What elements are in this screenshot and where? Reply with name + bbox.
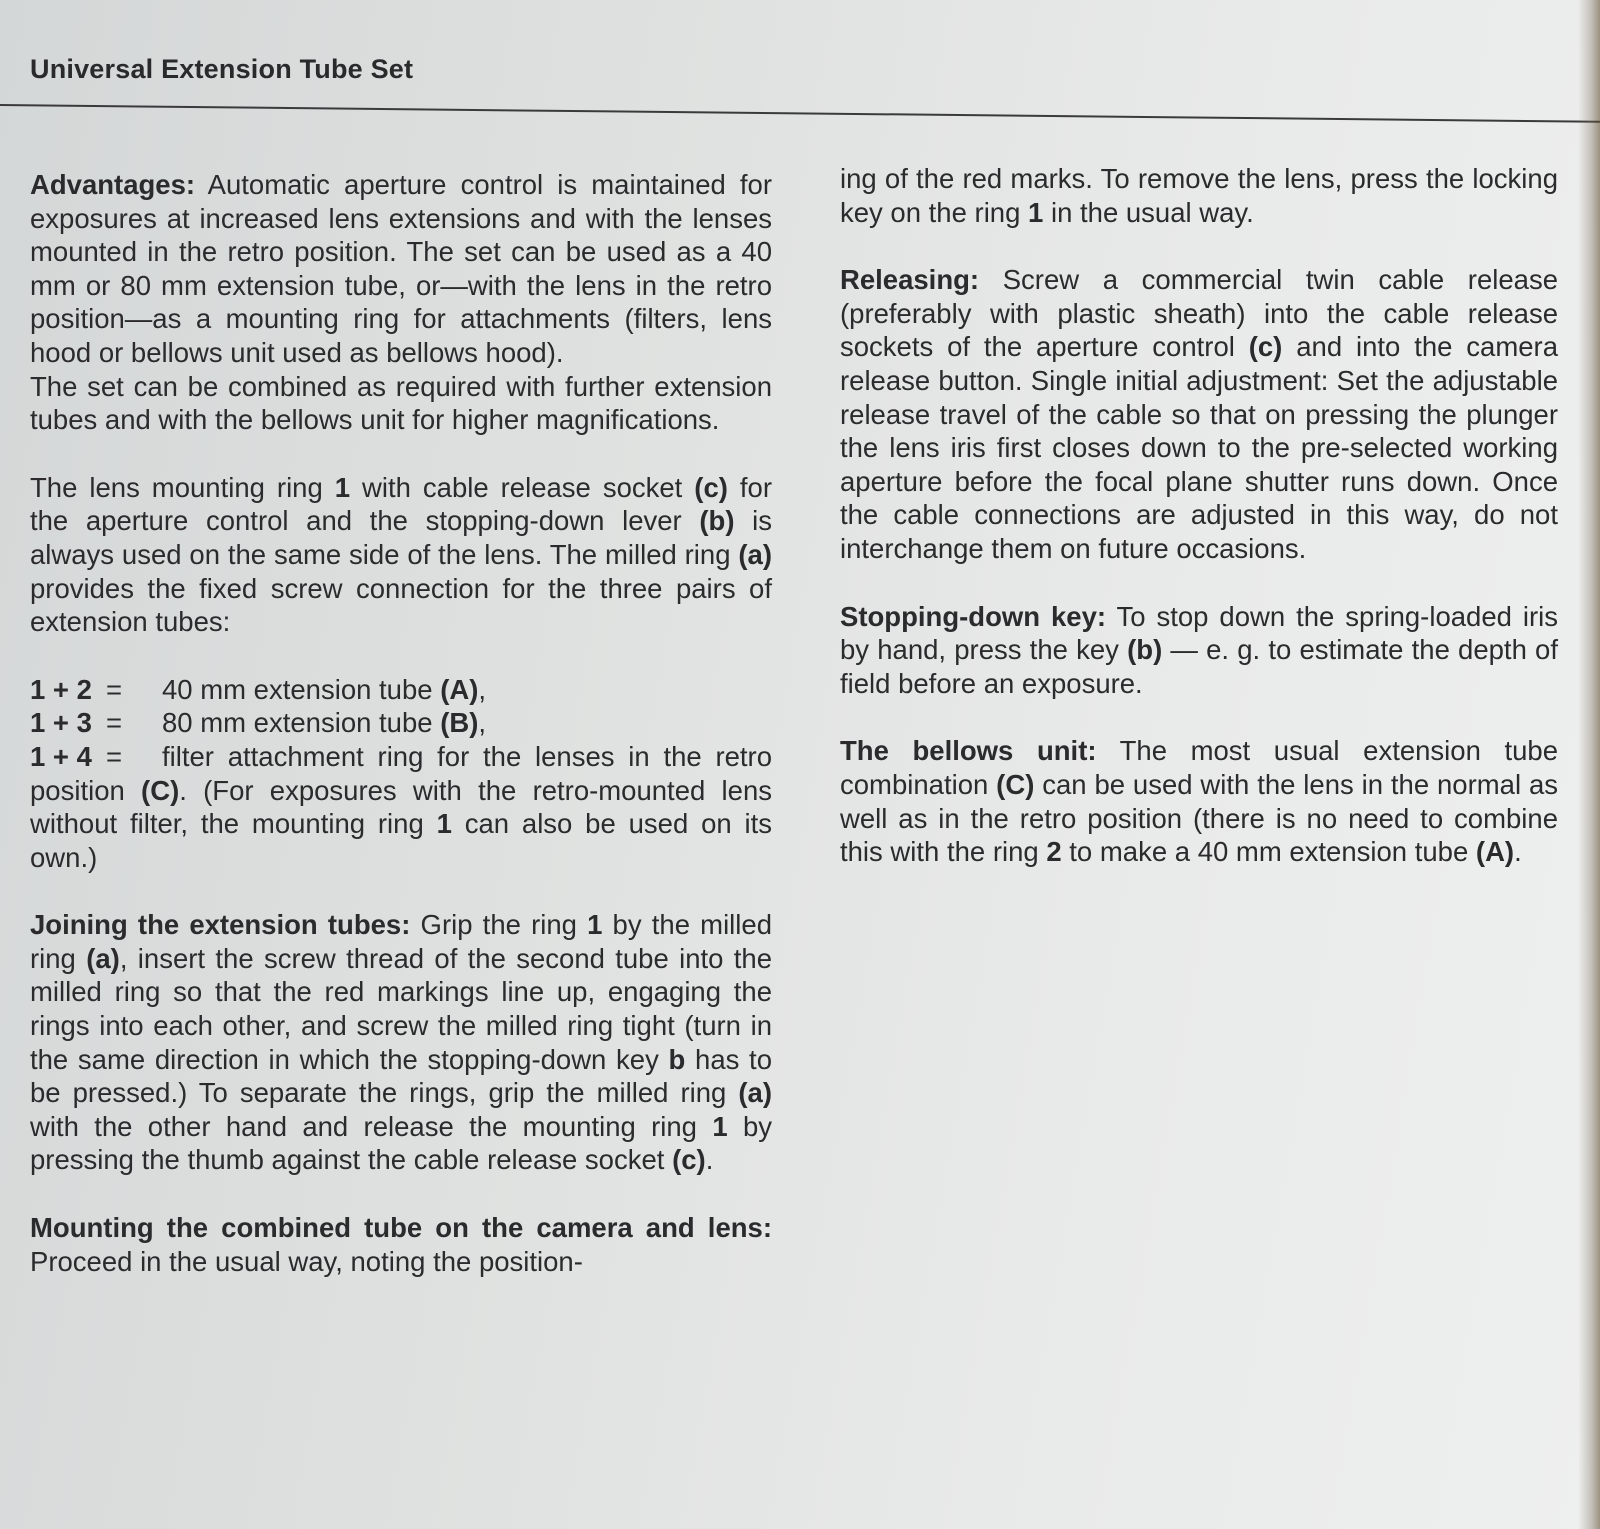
- text-run: provides the fixed screw connection for the three pairs of extension tubes:: [30, 572, 772, 638]
- advantages-text-2: The set can be combined as required with further extension tubes and with the bellows unit for higher magnifications.: [30, 370, 772, 436]
- text-run: ing of the red marks. To remove the lens, press the locking key on the ring: [840, 163, 1558, 228]
- text-run: .: [705, 1144, 714, 1176]
- mounting-heading: Mounting the combined tube on the camera and lens:: [30, 1212, 772, 1244]
- text-run: filter attachment ring for the lenses in the retro position: [30, 740, 772, 806]
- releasing-paragraph: [840, 263, 1558, 565]
- text-run: by pressing the thumb against the cable release socket: [30, 1110, 773, 1176]
- ref-c: (c): [672, 1144, 706, 1176]
- joining-paragraph: [30, 908, 772, 1177]
- text-run: — e. g. to estimate the depth of field before an exposure.: [840, 634, 1558, 699]
- mounting-continued-paragraph: [840, 162, 1558, 229]
- ref-C: (C): [141, 774, 180, 806]
- stopping-heading: Stopping-down key:: [840, 600, 1107, 632]
- combination-item: [30, 740, 772, 874]
- ref-a: (a): [738, 1077, 772, 1109]
- bellows-paragraph: [840, 734, 1558, 868]
- text-run: .: [1514, 836, 1522, 868]
- combination-item: [30, 706, 772, 740]
- formula-text: 1 + 4: [30, 740, 92, 772]
- text-run: Screw a commercial twin cable release (preferably with plastic sheath) into the cable release sockets of the aperture control: [840, 264, 1558, 363]
- ref-ring-1: 1: [587, 909, 603, 941]
- text-run: can be used with the lens in the normal as well as in the retro position (there is no need to combine this with the ring: [840, 768, 1558, 868]
- text-run: 40 mm extension tube: [162, 673, 441, 705]
- ref-b: b: [668, 1043, 686, 1075]
- text-run: The lens mounting ring: [30, 471, 335, 503]
- combination-formula: [30, 673, 162, 707]
- ref-ring-2: 2: [1046, 836, 1062, 868]
- text-run: Proceed in the usual way, noting the position-: [30, 1245, 583, 1277]
- text-run: The most usual extension tube combination: [840, 735, 1558, 800]
- left-column: [30, 168, 772, 1312]
- ref-c: (c): [1248, 331, 1283, 363]
- advantages-paragraph: [30, 168, 772, 437]
- text-run: with the other hand and release the mounting ring: [30, 1110, 713, 1142]
- combinations-list: [30, 673, 772, 875]
- text-run: To stop down the spring-loaded iris by hand, press the key: [840, 600, 1558, 666]
- equals-sign: =: [105, 740, 122, 772]
- header-divider: [0, 104, 1600, 123]
- page-edge-shadow: [1578, 0, 1600, 1529]
- text-run: with cable release socket: [350, 471, 695, 503]
- text-run: to make a 40 mm extension tube: [1061, 836, 1476, 868]
- ref-A: (A): [1475, 836, 1515, 868]
- formula-text: 1 + 3: [30, 707, 92, 739]
- ref-C: (C): [996, 768, 1035, 800]
- text-run: 80 mm extension tube: [162, 707, 441, 739]
- combination-formula: [30, 740, 162, 774]
- bellows-heading: The bellows unit:: [840, 735, 1097, 767]
- ref-a: (a): [86, 942, 120, 974]
- ref-b: (b): [1127, 634, 1163, 666]
- advantages-heading: Advantages:: [30, 169, 196, 200]
- releasing-heading: Releasing:: [840, 264, 980, 296]
- ref-ring-1: 1: [712, 1110, 728, 1142]
- text-run: ,: [478, 673, 487, 705]
- advantages-text: Automatic aperture control is maintained for exposures at increased lens extensions and with the lenses mounted in the retro position. The set can be used as a 40 mm or 80 mm extension tube, or—with the lens in the retro position—as a mounting ring for attachments (filters, lens hood or bellows unit used as bellows hood).: [30, 169, 772, 368]
- text-run: can also be used on its own.): [30, 808, 772, 873]
- ref-b: (b): [699, 505, 735, 537]
- page-title: Universal Extension Tube Set: [30, 54, 414, 84]
- text-run: for the aperture control and the stopping-down lever: [30, 471, 772, 537]
- ref-ring-1: 1: [334, 471, 351, 503]
- combination-item: [30, 673, 772, 707]
- formula-text: 1 + 2: [30, 673, 92, 705]
- mounting-paragraph: [30, 1211, 772, 1278]
- text-run: in the usual way.: [1043, 196, 1254, 228]
- equals-sign: =: [105, 707, 122, 739]
- stopping-paragraph: [840, 600, 1558, 701]
- mounting-ring-paragraph: [30, 471, 772, 639]
- ref-ring-1: 1: [1028, 196, 1044, 228]
- text-run: and into the camera release button. Single initial adjustment: Set the adjustable release travel of the cable so that on pressing the plunger the lens iris first closes down to the pre-selected working aperture before the focal plane shutter runs down. Once the cable connections are adjusted in this way, do not interchange them on future occasions.: [840, 331, 1558, 564]
- right-column: [840, 162, 1558, 903]
- text-run: has to be pressed.) To separate the rings, grip the milled ring: [30, 1043, 772, 1109]
- ref-B: (B): [440, 707, 479, 739]
- text-run: by the milled ring: [30, 909, 772, 974]
- ref-ring-1: 1: [436, 808, 452, 840]
- joining-heading: Joining the extension tubes:: [30, 909, 411, 941]
- equals-sign: =: [105, 673, 122, 705]
- text-run: Grip the ring: [410, 909, 588, 941]
- ref-c: (c): [694, 471, 728, 503]
- ref-a: (a): [738, 538, 772, 570]
- text-run: ,: [478, 707, 487, 739]
- ref-A: (A): [440, 673, 479, 705]
- combination-formula: [30, 706, 162, 740]
- text-run: . (For exposures with the retro-mounted lens without filter, the mounting ring: [30, 774, 772, 840]
- text-run: is always used on the same side of the lens. The milled ring: [30, 505, 772, 570]
- text-run: , insert the screw thread of the second tube into the milled ring so that the red markings line up, engaging the rings into each other, and screw the milled ring tight (turn in the same direction in which the stopping-down key: [30, 942, 772, 1075]
